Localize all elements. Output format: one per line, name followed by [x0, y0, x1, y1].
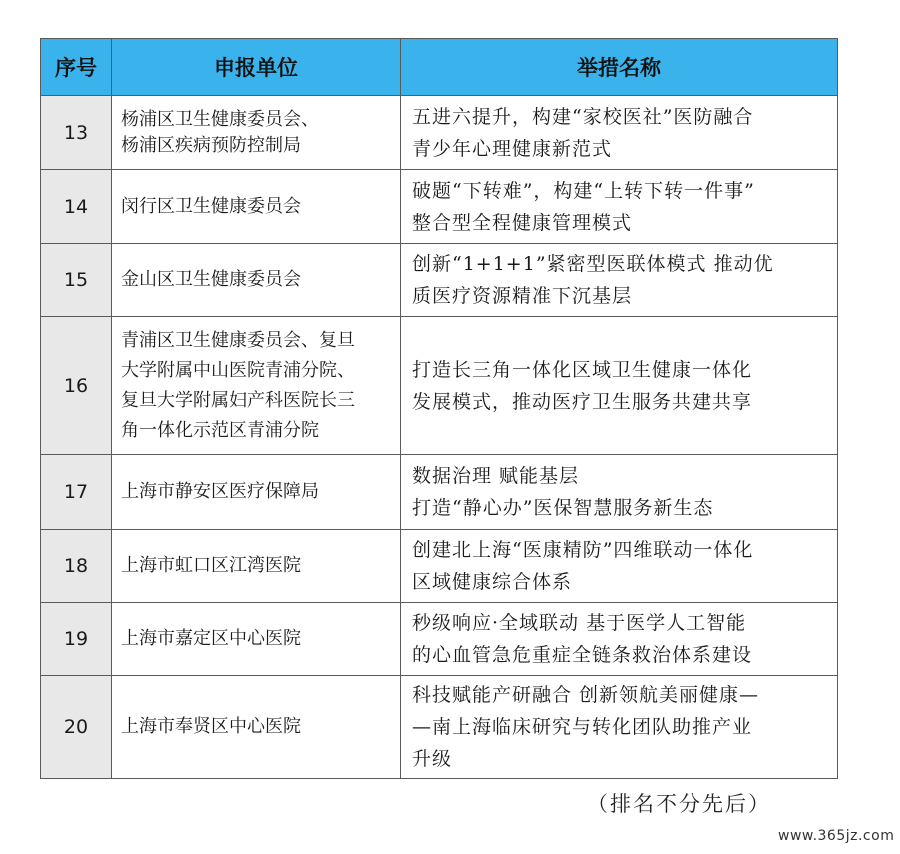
table-row	[41, 244, 838, 317]
row-unit	[112, 603, 401, 676]
measure-line: 秒级响应·全域联动 基于医学人工智能	[412, 612, 747, 634]
table-row	[41, 96, 838, 170]
measure-line: —南上海临床研究与转化团队助推产业	[412, 716, 753, 738]
row-seq: 18	[41, 530, 112, 603]
row-unit	[112, 676, 401, 779]
measure-line: 五进六提升，构建“家校医社”医防融合	[412, 105, 754, 128]
row-seq: 17	[41, 455, 112, 530]
unit-line: 青浦区卫生健康委员会、复旦	[121, 329, 355, 351]
measure-line: 创建北上海“医康精防”四维联动一体化	[412, 539, 754, 561]
unit-line: 角一体化示范区青浦分院	[121, 419, 319, 441]
row-measure	[401, 676, 838, 779]
row-unit	[112, 317, 401, 455]
unit-line: 上海市虹口区江湾医院	[121, 555, 301, 576]
row-unit	[112, 170, 401, 244]
measure-line: 发展模式，推动医疗卫生服务共建共享	[412, 390, 753, 413]
row-measure	[401, 603, 838, 676]
row-unit	[112, 244, 401, 317]
row-measure	[401, 170, 838, 244]
measure-line: 打造长三角一体化区域卫生健康一体化	[412, 358, 753, 381]
measure-line: 质医疗资源精准下沉基层	[412, 285, 633, 307]
table-row	[41, 676, 838, 779]
row-measure	[401, 530, 838, 603]
measure-line: 整合型全程健康管理模式	[412, 211, 633, 234]
measure-line: 破题“下转难”，构建“上转下转一件事”	[412, 179, 755, 202]
header-unit: 申报单位	[112, 39, 401, 96]
row-measure	[401, 455, 838, 530]
row-seq: 16	[41, 317, 112, 455]
table-row	[41, 530, 838, 603]
table-row	[41, 603, 838, 676]
table-row	[41, 455, 838, 530]
ranking-note: （排名不分先后）	[587, 792, 771, 816]
header-measure: 举措名称	[401, 39, 838, 96]
row-measure	[401, 96, 838, 170]
measure-line: 的心血管急危重症全链条救治体系建设	[412, 644, 753, 666]
measure-line: 升级	[412, 748, 453, 770]
measure-line: 创新“1+1+1”紧密型医联体模式 推动优	[412, 253, 774, 275]
unit-line: 大学附属中山医院青浦分院、	[121, 359, 355, 381]
watermark: www.365jz.com	[778, 828, 895, 844]
row-unit	[112, 455, 401, 530]
row-seq: 15	[41, 244, 112, 317]
unit-line: 上海市嘉定区中心医院	[121, 628, 301, 649]
measure-line: 区域健康综合体系	[412, 571, 573, 593]
measure-line: 科技赋能产研融合 创新领航美丽健康—	[412, 684, 760, 706]
row-seq: 20	[41, 676, 112, 779]
row-seq: 13	[41, 96, 112, 170]
row-seq: 14	[41, 170, 112, 244]
measure-line: 打造“静心办”医保智慧服务新生态	[412, 497, 714, 519]
unit-line: 金山区卫生健康委员会	[121, 269, 301, 290]
row-measure	[401, 317, 838, 455]
row-seq: 19	[41, 603, 112, 676]
unit-line: 上海市奉贤区中心医院	[121, 716, 301, 737]
awards-table	[40, 38, 838, 779]
unit-line: 闵行区卫生健康委员会	[121, 195, 301, 217]
header-seq: 序号	[41, 39, 112, 96]
table-header-row	[41, 39, 838, 96]
unit-line: 复旦大学附属妇产科医院长三	[121, 389, 355, 411]
measure-line: 数据治理 赋能基层	[412, 465, 580, 487]
unit-line: 杨浦区卫生健康委员会、	[121, 108, 319, 130]
unit-line: 杨浦区疾病预防控制局	[121, 134, 301, 156]
table-row	[41, 170, 838, 244]
row-unit	[112, 96, 401, 170]
row-measure	[401, 244, 838, 317]
row-unit	[112, 530, 401, 603]
measure-line: 青少年心理健康新范式	[412, 137, 613, 160]
unit-line: 上海市静安区医疗保障局	[121, 481, 319, 502]
table-row	[41, 317, 838, 455]
